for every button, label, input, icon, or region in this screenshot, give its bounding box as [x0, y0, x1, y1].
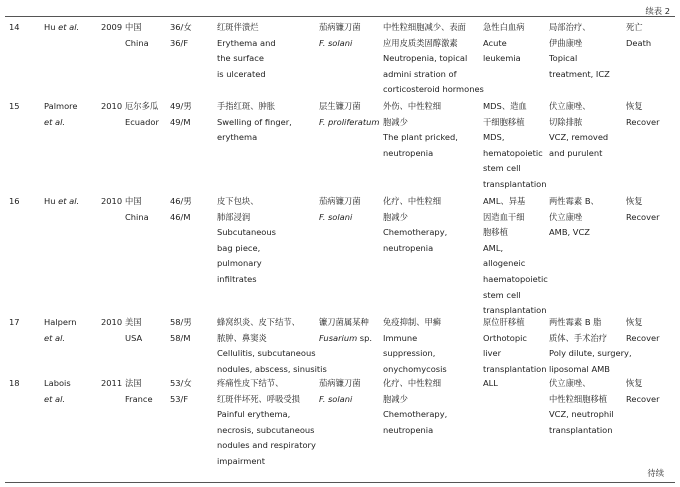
author-cell [44, 194, 79, 210]
case-number-text: 18 [9, 378, 20, 388]
underlying-disease-text: ALL [483, 378, 498, 388]
clinical-features-cell [217, 20, 276, 82]
year-text: 2010 [101, 196, 123, 206]
outcome-cell [626, 99, 660, 130]
clinical-features-text: the surface [217, 53, 264, 64]
country-text: 中国 [125, 22, 142, 32]
risk-factors-text: The plant pricked, [383, 132, 458, 143]
clinical-features-cell [217, 194, 276, 288]
age-sex-text: 36/女 [170, 22, 192, 32]
risk-factors-text: Neutropenia, topical [383, 53, 468, 64]
age-sex-text: 53/女 [170, 378, 192, 388]
case-number-cell [9, 20, 20, 36]
age-sex-text: 53/F [170, 393, 189, 404]
treatment-text: transplantation [549, 424, 613, 435]
underlying-disease-text: 胞移植 [483, 227, 508, 238]
risk-factors-text: Immune [383, 332, 418, 343]
treatment-text: 伏立康唑、 [549, 378, 591, 388]
treatment-cell [549, 376, 614, 438]
age-sex-text: 49/M [170, 116, 191, 127]
continuation-label: 续表 2 [645, 6, 670, 16]
outcome-text: 恢复 [626, 378, 643, 388]
year-cell [101, 20, 122, 36]
underlying-disease-text: AML, [483, 242, 504, 253]
underlying-disease-cell [483, 20, 525, 67]
clinical-features-cell [217, 315, 327, 377]
underlying-disease-text: MDS、造血 [483, 101, 527, 111]
country-cell [125, 376, 153, 407]
treatment-text: treatment, ICZ [549, 68, 610, 79]
case-number-text: 16 [9, 196, 20, 206]
author-text: Halpern [44, 317, 77, 327]
case-number-text: 14 [9, 22, 20, 32]
country-text: China [125, 211, 149, 222]
age-sex-cell [170, 20, 192, 51]
risk-factors-text: 胞减少 [383, 211, 408, 222]
treatment-cell [549, 194, 599, 241]
treatment-text: liposomal AMB [549, 363, 610, 374]
country-text: USA [125, 332, 143, 343]
clinical-features-text: Erythema and [217, 37, 276, 48]
clinical-features-text: 手指红斑、肿胀 [217, 101, 276, 111]
treatment-text: 切除排脓 [549, 116, 583, 127]
underlying-disease-text: transplantation [483, 305, 547, 316]
treatment-text: Topical [549, 53, 578, 64]
risk-factors-cell [383, 315, 447, 377]
pathogen-text: F. solani [319, 37, 353, 48]
risk-factors-text: 化疗、中性粒细 [383, 378, 442, 388]
year-cell [101, 99, 122, 115]
underlying-disease-text: transplantation [483, 178, 547, 189]
author-text: Hu et al. [44, 22, 80, 32]
risk-factors-cell [383, 99, 458, 161]
clinical-features-text: bag piece, [217, 242, 261, 253]
clinical-features-text: is ulcerated [217, 68, 266, 79]
underlying-disease-cell [483, 194, 548, 319]
outcome-cell [626, 194, 660, 225]
treatment-text: 质体、手术治疗 [549, 332, 608, 343]
underlying-disease-cell [483, 376, 498, 392]
clinical-features-text: 红斑伴溃烂 [217, 22, 259, 32]
clinical-features-text: necrosis, subcutaneous [217, 424, 315, 435]
outcome-cell [626, 315, 660, 346]
pathogen-text: F. solani [319, 393, 353, 404]
outcome-text: Recover [626, 393, 660, 404]
outcome-text: Recover [626, 211, 660, 222]
risk-factors-text: 应用皮质类固醇激素 [383, 37, 458, 48]
country-text: 法国 [125, 378, 142, 388]
pathogen-text: F. proliferatum [319, 116, 380, 127]
treatment-text: AMB, VCZ [549, 227, 590, 238]
year-text: 2009 [101, 22, 123, 32]
underlying-disease-text: Acute [483, 37, 507, 48]
underlying-disease-text: Orthotopic [483, 332, 527, 343]
pathogen-cell [319, 20, 361, 51]
treatment-text: VCZ, neutrophil [549, 409, 614, 420]
clinical-features-text: nodules, abscess, sinusitis [217, 363, 327, 374]
underlying-disease-text: AML、异基 [483, 196, 526, 206]
outcome-text: Recover [626, 332, 660, 343]
age-sex-text: 46/M [170, 211, 191, 222]
country-text: 中国 [125, 196, 142, 206]
treatment-text: 伊曲康唑 [549, 37, 583, 48]
clinical-features-text: Subcutaneous [217, 227, 276, 238]
underlying-disease-text: leukemia [483, 53, 521, 64]
outcome-text: 恢复 [626, 317, 643, 327]
outcome-text: 死亡 [626, 22, 643, 32]
author-text: Hu et al. [44, 196, 80, 206]
year-text: 2010 [101, 317, 123, 327]
underlying-disease-text: allogeneic [483, 258, 526, 269]
case-number-cell [9, 99, 20, 115]
year-cell [101, 315, 122, 331]
year-text: 2010 [101, 101, 123, 111]
author-cell [44, 99, 78, 130]
pathogen-text: Fusarium sp. [319, 332, 373, 343]
underlying-disease-text: MDS, [483, 132, 505, 143]
treatment-text: and purulent [549, 147, 603, 158]
table-top-rule [5, 16, 675, 17]
treatment-text: 两性霉素 B 脂 [549, 317, 602, 327]
underlying-disease-text: 急性白血病 [483, 22, 525, 32]
year-text: 2011 [101, 378, 123, 388]
case-number-cell [9, 194, 20, 210]
risk-factors-text: onychomycosis [383, 363, 447, 374]
treatment-text: VCZ, removed [549, 132, 609, 143]
treatment-text: 伏立康唑 [549, 211, 583, 222]
age-sex-text: 49/男 [170, 101, 192, 111]
treatment-text: 局部治疗、 [549, 22, 591, 32]
author-text: et al. [44, 116, 66, 127]
pathogen-text: 镰刀菌属某种 [319, 317, 369, 327]
risk-factors-cell [383, 376, 447, 438]
clinical-features-text: Cellulitis, subcutaneous [217, 348, 316, 359]
case-number-text: 15 [9, 101, 20, 111]
risk-factors-text: Chemotherapy, [383, 227, 448, 238]
clinical-features-text: Swelling of finger, [217, 116, 292, 127]
clinical-features-text: 疼痛性皮下结节、 [217, 378, 284, 388]
author-text: et al. [44, 332, 66, 343]
risk-factors-text: 免疫抑制、甲癣 [383, 317, 442, 327]
risk-factors-text: 外伤、中性粒细 [383, 101, 442, 111]
risk-factors-text: neutropenia [383, 242, 434, 253]
pathogen-text: 茄病镰刀菌 [319, 22, 361, 32]
clinical-features-text: erythema [217, 132, 258, 143]
underlying-disease-text: liver [483, 348, 502, 359]
case-number-cell [9, 315, 20, 331]
case-number-cell [9, 376, 20, 392]
country-text: China [125, 37, 149, 48]
country-cell [125, 315, 142, 346]
clinical-features-text: pulmonary [217, 258, 262, 269]
country-text: 厄尔多瓜 [125, 101, 159, 111]
author-cell [44, 20, 79, 36]
clinical-features-text: nodules and respiratory [217, 440, 316, 451]
clinical-features-text: 红斑伴坏死、呼吸受损 [217, 393, 300, 404]
author-cell [44, 315, 77, 346]
clinical-features-cell [217, 99, 292, 146]
country-text: 美国 [125, 317, 142, 327]
author-cell [44, 376, 71, 407]
treatment-text: Poly dilute, surgery, [549, 348, 632, 359]
pathogen-cell [319, 376, 361, 407]
pathogen-text: 茄病镰刀菌 [319, 196, 361, 206]
risk-factors-text: suppression, [383, 348, 436, 359]
underlying-disease-text: transplantation [483, 363, 547, 374]
underlying-disease-text: stem cell [483, 163, 521, 174]
outcome-text: 恢复 [626, 101, 643, 111]
outcome-text: Death [626, 37, 652, 48]
risk-factors-text: Chemotherapy, [383, 409, 448, 420]
pathogen-cell [319, 194, 361, 225]
country-cell [125, 194, 149, 225]
clinical-features-text: 肺部浸润 [217, 211, 251, 222]
year-cell [101, 376, 122, 392]
risk-factors-text: neutropenia [383, 147, 434, 158]
author-text: Labois [44, 378, 71, 388]
clinical-features-text: infiltrates [217, 273, 257, 284]
underlying-disease-text: 原位肝移植 [483, 317, 525, 327]
author-text: Palmore [44, 101, 78, 111]
age-sex-cell [170, 194, 192, 225]
clinical-features-text: 蜂窝织炎、皮下结节、 [217, 317, 300, 327]
treatment-text: 伏立康唑、 [549, 101, 591, 111]
pathogen-text: 层生镰刀菌 [319, 101, 361, 111]
country-text: Ecuador [125, 116, 159, 127]
pathogen-text: 茄病镰刀菌 [319, 378, 361, 388]
clinical-features-text: 皮下包块、 [217, 196, 259, 206]
table-bottom-rule [5, 482, 675, 483]
risk-factors-text: 胞减少 [383, 116, 408, 127]
pathogen-cell [319, 315, 372, 346]
age-sex-cell [170, 99, 192, 130]
underlying-disease-cell [483, 99, 546, 193]
age-sex-cell [170, 376, 192, 407]
outcome-text: 恢复 [626, 196, 643, 206]
treatment-cell [549, 20, 610, 82]
case-number-text: 17 [9, 317, 20, 327]
continued-label: 待续 [647, 468, 664, 478]
risk-factors-text: admini stration of [383, 68, 457, 79]
risk-factors-text: 中性粒细胞减少、表面 [383, 22, 466, 32]
treatment-text: 两性霉素 B、 [549, 196, 599, 206]
author-text: et al. [44, 393, 66, 404]
treatment-cell [549, 99, 608, 161]
country-cell [125, 20, 149, 51]
age-sex-text: 58/男 [170, 317, 192, 327]
underlying-disease-text: hematopoietic [483, 147, 543, 158]
risk-factors-cell [383, 20, 484, 98]
treatment-cell [549, 315, 632, 377]
risk-factors-text: neutropenia [383, 424, 434, 435]
outcome-cell [626, 20, 651, 51]
underlying-disease-text: stem cell [483, 289, 521, 300]
country-text: France [125, 393, 153, 404]
treatment-text: 中性粒细胞移植 [549, 393, 608, 404]
age-sex-cell [170, 315, 192, 346]
underlying-disease-text: haematopoietic [483, 273, 548, 284]
underlying-disease-text: 干细胞移植 [483, 116, 525, 127]
age-sex-text: 58/M [170, 332, 191, 343]
pathogen-text: F. solani [319, 211, 353, 222]
outcome-cell [626, 376, 660, 407]
outcome-text: Recover [626, 116, 660, 127]
pathogen-cell [319, 99, 379, 130]
age-sex-text: 36/F [170, 37, 189, 48]
country-cell [125, 99, 159, 130]
clinical-features-cell [217, 376, 316, 470]
risk-factors-cell [383, 194, 447, 256]
clinical-features-text: 脓肿、鼻窦炎 [217, 332, 267, 343]
clinical-features-text: Painful erythema, [217, 409, 291, 420]
risk-factors-text: 胞减少 [383, 393, 408, 404]
risk-factors-text: corticosteroid hormones [383, 84, 484, 95]
underlying-disease-text: 因造血干细 [483, 211, 525, 222]
risk-factors-text: 化疗、中性粒细 [383, 196, 442, 206]
year-cell [101, 194, 122, 210]
age-sex-text: 46/男 [170, 196, 192, 206]
clinical-features-text: impairment [217, 455, 266, 466]
underlying-disease-cell [483, 315, 546, 377]
